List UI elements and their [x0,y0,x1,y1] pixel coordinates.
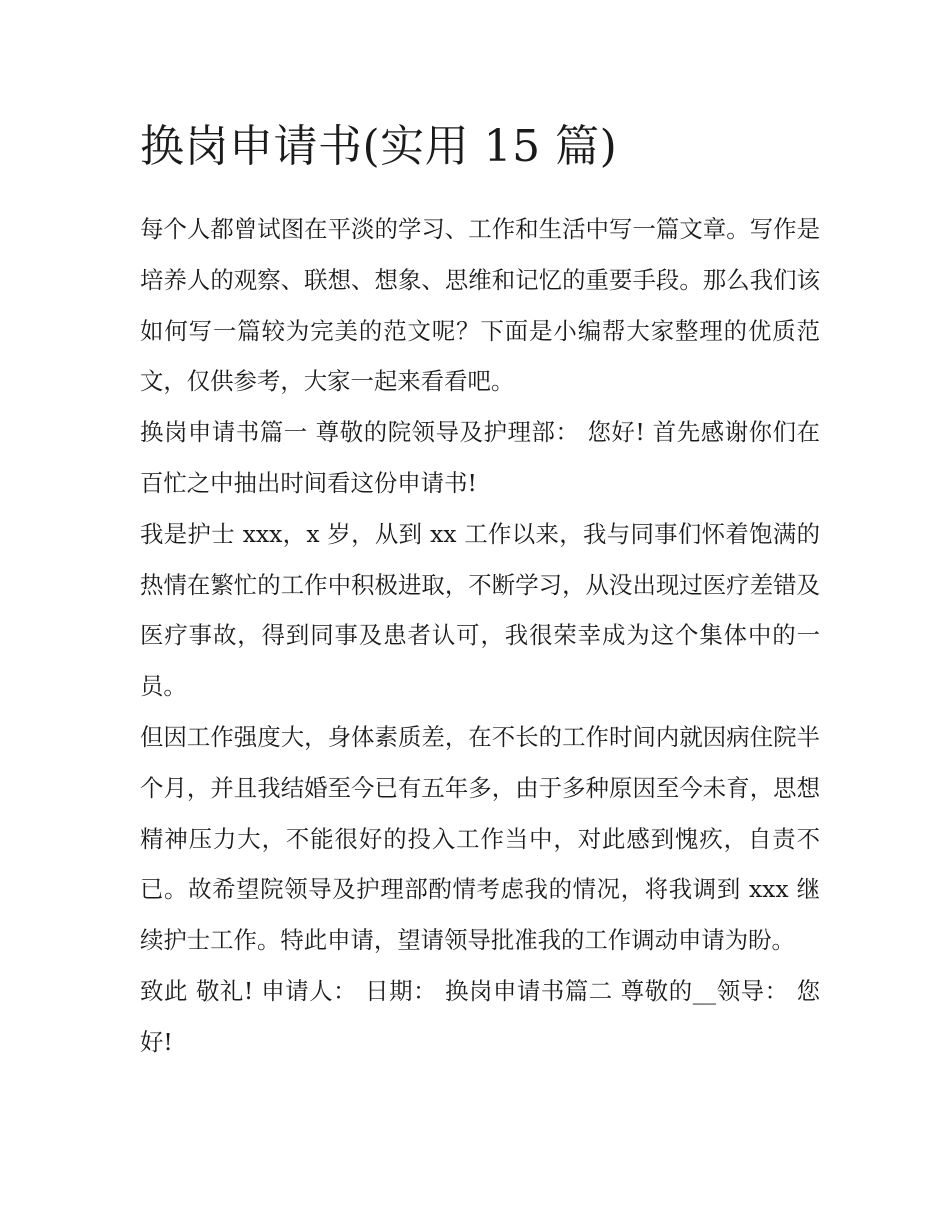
paragraph-letter-one-opening: 换岗申请书篇一 尊敬的院领导及护理部： 您好! 首先感谢你们在百忙之中抽出时间看这份申请书! [140,418,820,497]
paragraph-reason: 但因工作强度大，身体素质差，在不长的工作时间内就因病住院半个月，并且我结婚至今已有五年多，由于多种原因至今未育，思想精神压力大，不能很好的投入工作当中，对此感到愧疚，自责不已。故希望院领导及护理部酌情考虑我的情况，将我调到 xxx 继续护士工作。特此申请，望请领导批准我的工作调动申请为盼。 [140,722,820,955]
paragraph-closing: 致此 敬礼! 申请人： 日期： 换岗申请书篇二 尊敬的__领导： 您好! [140,976,820,1056]
document-title: 换岗申请书(实用 15 篇) [140,121,618,172]
document-page [140,112,820,1068]
paragraph-self-introduction: 我是护士 xxx，x 岁，从到 xx 工作以来，我与同事们怀着饱满的热情在繁忙的工作中积极进取，不断学习，从没出现过医疗差错及医疗事故，得到同事及患者认可，我很荣幸成为这个集体中的一员。 [140,519,820,701]
paragraph-intro: 每个人都曾试图在平淡的学习、工作和生活中写一篇文章。写作是培养人的观察、联想、想象、思维和记忆的重要手段。那么我们该如何写一篇较为完美的范文呢？下面是小编帮大家整理的优质范文，仅供参考，大家一起来看看吧。 [140,215,820,396]
